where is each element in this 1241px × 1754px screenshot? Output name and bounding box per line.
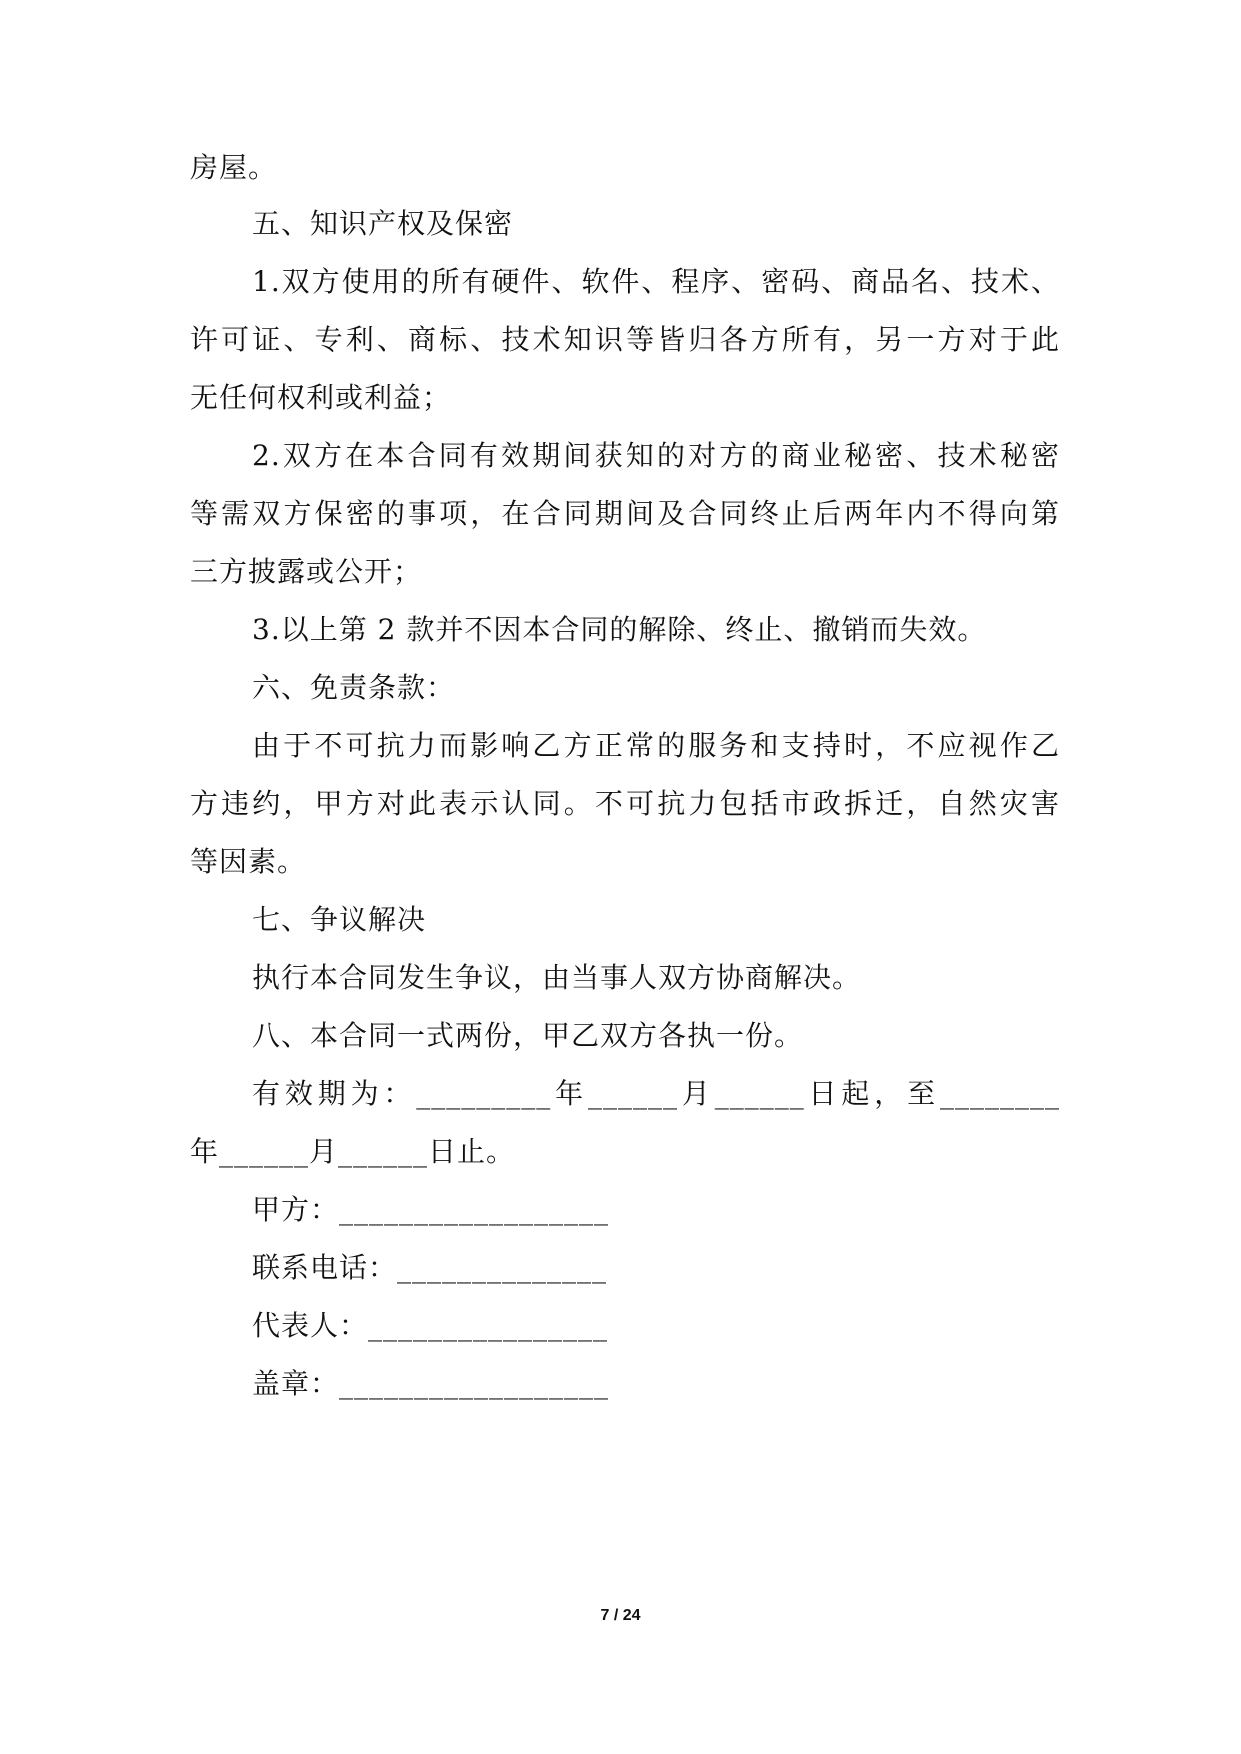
section-heading-intellectual-property: 五、知识产权及保密 (252, 207, 514, 240)
clause-2-line-3: 三方披露或公开； (190, 555, 423, 588)
validity-period-line-2: 年______月______日止。 (190, 1135, 516, 1168)
section-heading-disclaimer: 六、免责条款： (252, 671, 456, 704)
representative-field: 代表人：________________ (252, 1309, 609, 1342)
clause-3: 3.以上第 2 款并不因本合同的解除、终止、撤销而失效。 (252, 613, 987, 646)
clause-1-line-1: 1.双方使用的所有硬件、软件、程序、密码、商品名、技术、 (252, 265, 1060, 298)
disclaimer-line-1: 由于不可抗力而影响乙方正常的服务和支持时，不应视作乙 (252, 729, 1060, 762)
party-a-signature-field: 甲方：__________________ (252, 1193, 610, 1226)
clause-1-line-2: 许可证、专利、商标、技术知识等皆归各方所有，另一方对于此 (190, 323, 1060, 356)
validity-period-line-1: 有效期为：_________年______月______日起，至________ (252, 1077, 1060, 1110)
section-copies: 八、本合同一式两份，甲乙双方各执一份。 (252, 1019, 804, 1052)
clause-2-line-2: 等需双方保密的事项，在合同期间及合同终止后两年内不得向第 (190, 497, 1060, 530)
seal-field: 盖章：__________________ (252, 1367, 610, 1400)
disclaimer-line-3: 等因素。 (190, 845, 307, 878)
paragraph-continuation: 房屋。 (190, 151, 278, 184)
page-number: 7 / 24 (600, 1607, 641, 1624)
dispute-text: 执行本合同发生争议，由当事人双方协商解决。 (252, 961, 862, 994)
clause-2-line-1: 2.双方在本合同有效期间获知的对方的商业秘密、技术秘密 (252, 439, 1060, 472)
disclaimer-line-2: 方违约，甲方对此表示认同。不可抗力包括市政拆迁，自然灾害 (190, 787, 1060, 820)
contact-phone-field: 联系电话：______________ (252, 1251, 608, 1284)
clause-1-line-3: 无任何权利或利益； (190, 381, 452, 414)
section-heading-dispute: 七、争议解决 (252, 903, 427, 936)
